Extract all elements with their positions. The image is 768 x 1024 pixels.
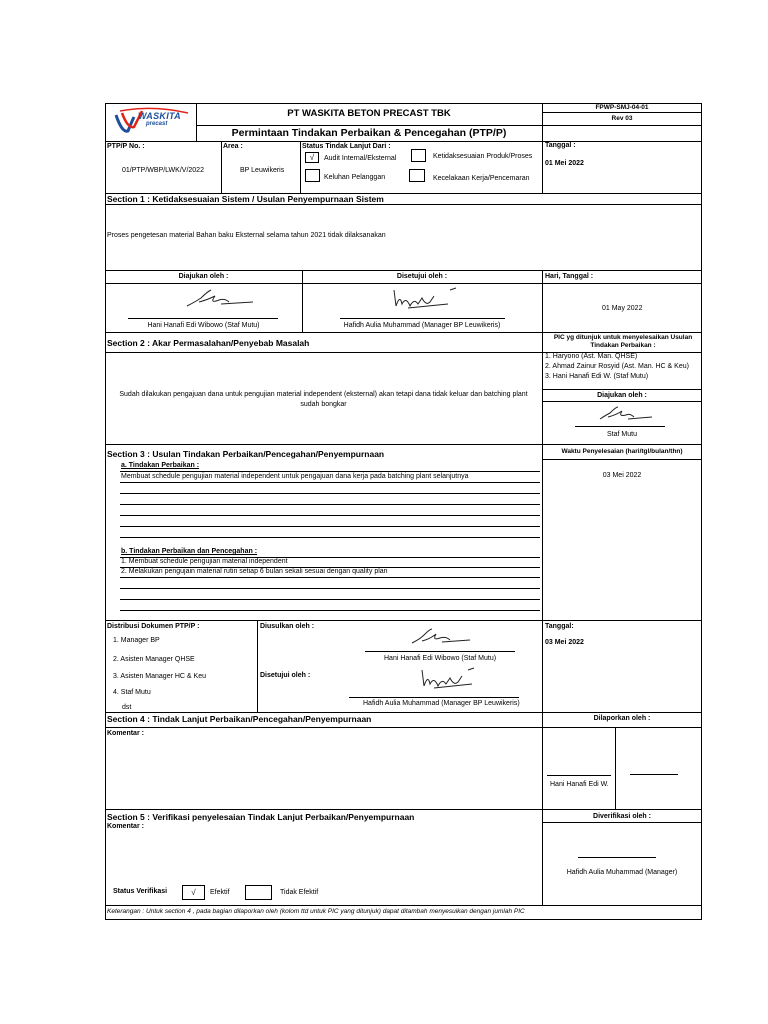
efektif-checkbox[interactable]: √ bbox=[182, 885, 205, 900]
signature-hani-image bbox=[410, 627, 472, 647]
dist-tanggal-label: Tanggal: bbox=[545, 623, 574, 630]
divider bbox=[105, 905, 702, 906]
kecelakaan-option-label: Kecelakaan Kerja/Pencemaran bbox=[433, 175, 530, 182]
approval-date: 01 May 2022 bbox=[602, 305, 643, 312]
section4-title: Section 4 : Tindak Lanjut Perbaikan/Pencegahan/Penyempurnaan bbox=[107, 714, 372, 724]
divider bbox=[542, 112, 702, 113]
signature-hafidh-image bbox=[418, 666, 478, 694]
row-line bbox=[120, 504, 540, 505]
signature-hafidh-image bbox=[390, 286, 460, 314]
divider bbox=[542, 141, 543, 193]
ptp-label: PTP/P No. : bbox=[107, 143, 145, 150]
signature-line bbox=[349, 697, 519, 698]
tindakan-b-item: 1. Membuat schedule pengujian material independent bbox=[121, 558, 288, 565]
logo-sub: precast bbox=[146, 121, 168, 127]
row-line bbox=[120, 515, 540, 516]
divider bbox=[615, 727, 616, 809]
signature-staf-image bbox=[598, 405, 654, 423]
diverifikasi-label: Diverifikasi oleh : bbox=[593, 813, 651, 820]
section4-komentar: Komentar : bbox=[107, 730, 144, 737]
divider bbox=[542, 712, 543, 809]
row-line bbox=[120, 537, 540, 538]
diajukan-name: Hani Hanafi Edi Wibowo (Staf Mutu) bbox=[147, 322, 260, 329]
divider bbox=[300, 141, 301, 193]
divider bbox=[542, 620, 543, 712]
section2-content-line1: Sudah dilakukan pengajuan dana untuk pengujian material independent (eksternal) akan tetapi dana tidak keluar dan batching plant bbox=[119, 391, 528, 398]
divider bbox=[257, 620, 258, 712]
pic-header: PIC yg ditunjuk untuk menyelesaikan Usulan Tindakan Perbaikan : bbox=[553, 334, 693, 349]
audit-checkbox[interactable]: √ bbox=[305, 152, 319, 163]
efektif-label: Efektif bbox=[210, 889, 230, 896]
status-label: Status Tindak Lanjut Dari : bbox=[302, 143, 391, 150]
divider bbox=[542, 401, 702, 402]
row-line bbox=[120, 599, 540, 600]
divider bbox=[105, 444, 702, 445]
section3-title: Section 3 : Usulan Tindakan Perbaikan/Pencegahan/Penyempurnaan bbox=[107, 449, 385, 459]
produk-option-label: Ketidaksesuaian Produk/Proses bbox=[433, 153, 533, 160]
tanggal-label: Tanggal : bbox=[545, 142, 576, 149]
divider bbox=[105, 620, 702, 621]
disetujui-label: Disetujui oleh : bbox=[396, 273, 448, 280]
pic-diajukan-label: Diajukan oleh : bbox=[597, 392, 647, 399]
row-line bbox=[120, 493, 540, 494]
footer-note: Keterangan : Untuk section 4 , pada bagian dilaporkan oleh (kolom ttd untuk PIC yang ditunjuk) dapat ditambah menyesuikan dengan jumlah PIC bbox=[107, 908, 525, 915]
produk-checkbox[interactable] bbox=[411, 149, 426, 162]
kecelakaan-checkbox[interactable] bbox=[409, 169, 425, 182]
distribution-item: dst bbox=[122, 704, 132, 711]
row-line bbox=[120, 610, 540, 611]
distribution-item: 4. Staf Mutu bbox=[113, 689, 151, 696]
company-logo bbox=[112, 107, 192, 137]
divider bbox=[542, 125, 702, 126]
section5-komentar: Komentar : bbox=[107, 823, 144, 830]
tanggal-value: 01 Mei 2022 bbox=[545, 160, 584, 167]
signature-line bbox=[128, 318, 278, 319]
pic-item: 1. Haryono (Ast. Man. QHSE) bbox=[545, 353, 638, 360]
divider bbox=[105, 270, 702, 271]
divider bbox=[105, 141, 702, 142]
divider bbox=[542, 809, 543, 905]
pic-item: 3. Hani Hanafi Edi W. (Staf Mutu) bbox=[545, 373, 649, 380]
distribution-item: 3. Asisten Manager HC & Keu bbox=[113, 673, 206, 680]
divider bbox=[105, 332, 702, 333]
area-value: BP Leuwikeris bbox=[240, 167, 285, 174]
divider bbox=[542, 332, 543, 444]
row-line bbox=[120, 526, 540, 527]
staf-mutu: Staf Mutu bbox=[607, 431, 637, 438]
divider bbox=[196, 125, 542, 126]
disetujui-name: Hafidh Aulia Muhammad (Manager BP Leuwikeris) bbox=[343, 322, 501, 329]
disetujui-label: Disetujui oleh : bbox=[260, 672, 311, 679]
dist-tanggal-value: 03 Mei 2022 bbox=[545, 639, 584, 646]
section5-title: Section 5 : Verifikasi penyelesaian Tindak Lanjut Perbaikan/Penyempurnaan bbox=[107, 812, 415, 822]
row-line bbox=[120, 482, 540, 483]
divider bbox=[542, 459, 702, 460]
verifier-name: Hafidh Aulia Muhammad (Manager) bbox=[566, 869, 678, 876]
row-line bbox=[120, 471, 540, 472]
row-line bbox=[120, 577, 540, 578]
signature-line bbox=[547, 775, 611, 776]
pic-item: 2. Ahmad Zainur Rosyid (Ast. Man. HC & Keu) bbox=[545, 363, 689, 370]
divider bbox=[542, 444, 543, 620]
divider bbox=[542, 389, 702, 390]
distribution-title: Distribusi Dokumen PTP/P : bbox=[107, 623, 200, 630]
logo-text: WASKITA bbox=[138, 111, 181, 121]
doc-revision: Rev 03 bbox=[611, 115, 633, 122]
signature-line bbox=[630, 774, 678, 775]
waktu-label: Waktu Penyelesaian (hari/tgl/bulan/thn) bbox=[561, 448, 683, 455]
keluhan-checkbox[interactable] bbox=[305, 169, 320, 182]
tidak-efektif-label: Tidak Efektif bbox=[280, 889, 319, 896]
section2-content-line2: sudah bongkar bbox=[300, 401, 347, 408]
divider bbox=[542, 822, 702, 823]
status-verifikasi-label: Status Verifikasi bbox=[113, 888, 168, 895]
audit-option-label: Audit Internal/Eksternal bbox=[324, 155, 397, 162]
row-line bbox=[120, 588, 540, 589]
dilaporkan-label: Dilaporkan oleh : bbox=[593, 715, 651, 722]
signature-hani-image bbox=[185, 288, 255, 310]
diusulkan-name: Hani Hanafi Edi Wibowo (Staf Mutu) bbox=[384, 655, 497, 662]
divider bbox=[105, 809, 702, 810]
company-name: PT WASKITA BETON PRECAST TBK bbox=[287, 108, 451, 119]
signature-line bbox=[365, 651, 515, 652]
reporter-name: Hani Hanafi Edi W. bbox=[550, 781, 609, 788]
signature-line bbox=[575, 426, 665, 427]
form-title: Permintaan Tindakan Perbaikan & Pencegahan (PTP/P) bbox=[231, 127, 507, 139]
waktu-value: 03 Mei 2022 bbox=[602, 472, 642, 479]
diajukan-label: Diajukan oleh : bbox=[178, 273, 229, 280]
ptp-value: 01/PTP/WBP/LWK/V/2022 bbox=[122, 167, 204, 174]
tidak-efektif-checkbox[interactable] bbox=[245, 885, 272, 900]
section1-title: Section 1 : Ketidaksesuaian Sistem / Usulan Penyempurnaan Sistem bbox=[107, 194, 384, 204]
divider bbox=[542, 270, 543, 332]
keluhan-option-label: Keluhan Pelanggan bbox=[324, 174, 386, 181]
tindakan-b-item: 2. Melakukan pengujain material rutin setiap 6 bulan sekali sesuai dengan quality plan bbox=[121, 568, 388, 575]
signature-line bbox=[578, 857, 656, 858]
hari-tanggal-label: Hari, Tanggal : bbox=[545, 273, 594, 280]
distribution-item: 1. Manager BP bbox=[113, 637, 160, 644]
divider bbox=[105, 727, 702, 728]
disetujui-name: Hafidh Aulia Muhammad (Manager BP Leuwikeris) bbox=[363, 700, 520, 707]
divider bbox=[105, 283, 702, 284]
form-border bbox=[105, 103, 702, 920]
section2-title: Section 2 : Akar Permasalahan/Penyebab Masalah bbox=[107, 338, 310, 348]
signature-line bbox=[340, 318, 505, 319]
tindakan-b-label: b. Tindakan Perbaikan dan Pencegahan : bbox=[121, 548, 258, 555]
divider bbox=[105, 712, 702, 713]
distribution-item: 2. Asisten Manager QHSE bbox=[113, 656, 195, 663]
divider bbox=[221, 141, 222, 193]
tindakan-a-label: a. Tindakan Perbaikan : bbox=[121, 462, 200, 469]
tindakan-a-item: Membuat schedule pengujian material independent untuk pengajuan dana kerja pada batching plant selanjutnya bbox=[121, 473, 469, 480]
diusulkan-label: Diusulkan oleh : bbox=[260, 623, 315, 630]
doc-code: FPWP-SMJ-04-01 bbox=[595, 104, 649, 111]
section1-content: Proses pengetesan material Bahan baku Eksternal selama tahun 2021 tidak dilaksanakan bbox=[107, 232, 386, 239]
divider bbox=[105, 352, 542, 353]
area-label: Area : bbox=[223, 143, 243, 150]
divider bbox=[105, 204, 702, 205]
